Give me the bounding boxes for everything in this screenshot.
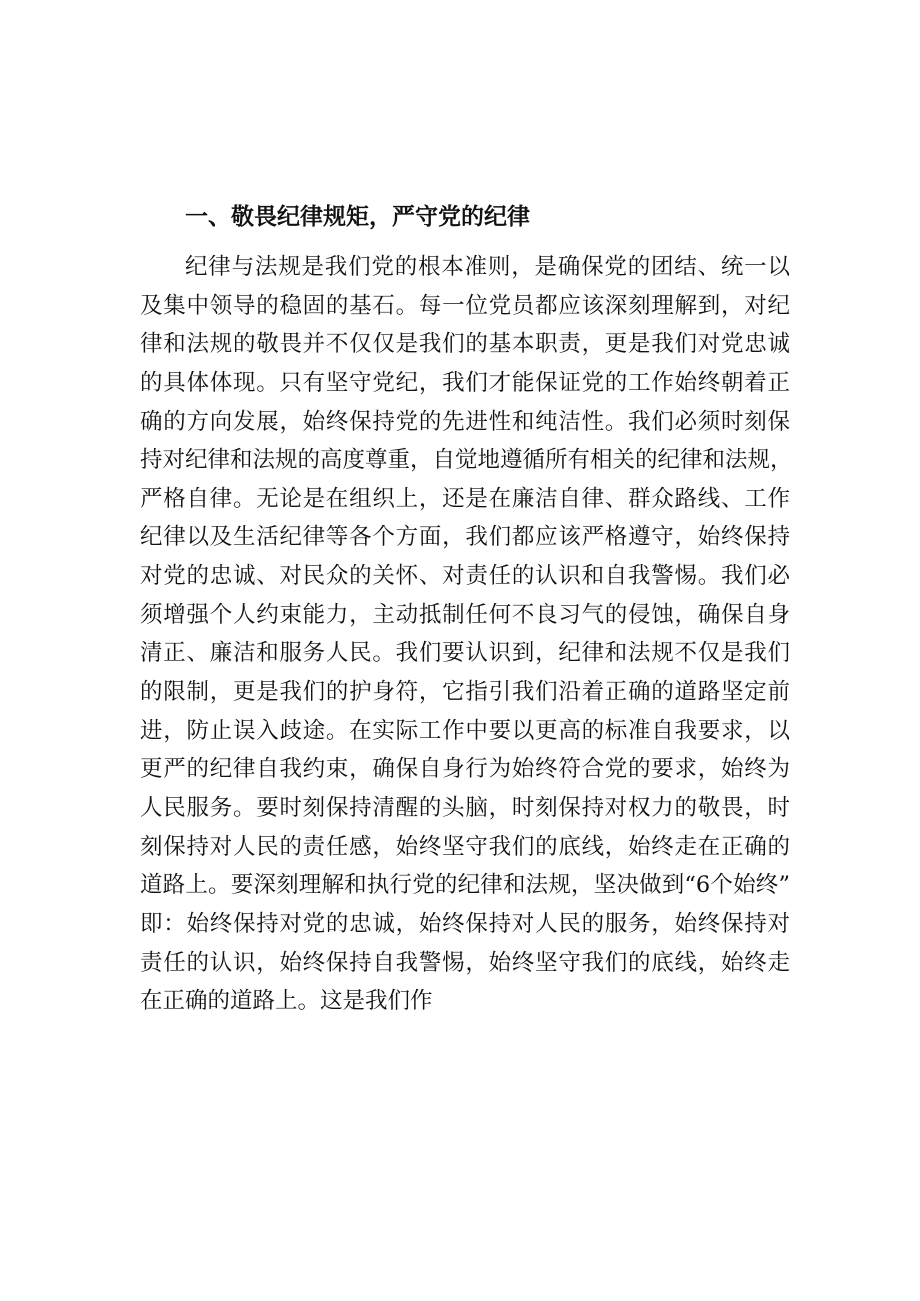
paragraph-line: 的限制，更是我们的护身符，它指引我们沿着正确的道路坚定前: [140, 679, 790, 706]
paragraph-line: 道路上。要深刻理解和执行党的纪律和法规，坚决做到“6个始终”: [140, 872, 790, 899]
paragraph-line: 进，防止误入歧途。在实际工作中要以更高的标准自我要求，以: [140, 717, 790, 744]
paragraph-line: 对党的忠诚、对民众的关怀、对责任的认识和自我警惕。我们必: [140, 563, 790, 590]
paragraph-line: 即：始终保持对党的忠诚，始终保持对人民的服务，始终保持对: [140, 910, 790, 937]
paragraph-line: 纪律以及生活纪律等各个方面，我们都应该严格遵守，始终保持: [140, 524, 790, 551]
paragraph-line: 须增强个人约束能力，主动抵制任何不良习气的侵蚀，确保自身: [140, 601, 790, 628]
paragraph-line: 在正确的道路上。这是我们作: [140, 988, 433, 1015]
section-heading: 一、敬畏纪律规矩，严守党的纪律: [185, 204, 530, 230]
paragraph-line: 更严的纪律自我约束，确保自身行为始终符合党的要求，始终为: [140, 756, 790, 783]
paragraph-line: 律和法规的敬畏并不仅仅是我们的基本职责，更是我们对党忠诚: [140, 331, 790, 358]
paragraph-line: 持对纪律和法规的高度尊重，自觉地遵循所有相关的纪律和法规，: [140, 447, 793, 474]
paragraph-line: 严格自律。无论是在组织上，还是在廉洁自律、群众路线、工作: [140, 485, 790, 512]
paragraph-line: 刻保持对人民的责任感，始终坚守我们的底线，始终走在正确的: [140, 833, 790, 860]
paragraph-line: 纪律与法规是我们党的根本准则，是确保党的团结、统一以: [185, 254, 790, 280]
paragraph-line: 确的方向发展，始终保持党的先进性和纯洁性。我们必须时刻保: [140, 408, 790, 435]
paragraph-line: 人民服务。要时刻保持清醒的头脑，时刻保持对权力的敬畏，时: [140, 794, 790, 821]
paragraph-line: 责任的认识，始终保持自我警惕，始终坚守我们的底线，始终走: [140, 949, 790, 976]
paragraph-line: 及集中领导的稳固的基石。每一位党员都应该深刻理解到，对纪: [140, 292, 790, 319]
paragraph-line: 的具体体现。只有坚守党纪，我们才能保证党的工作始终朝着正: [140, 369, 790, 396]
paragraph-line: 清正、廉洁和服务人民。我们要认识到，纪律和法规不仅是我们: [140, 640, 790, 667]
section-body: [140, 252, 793, 1025]
